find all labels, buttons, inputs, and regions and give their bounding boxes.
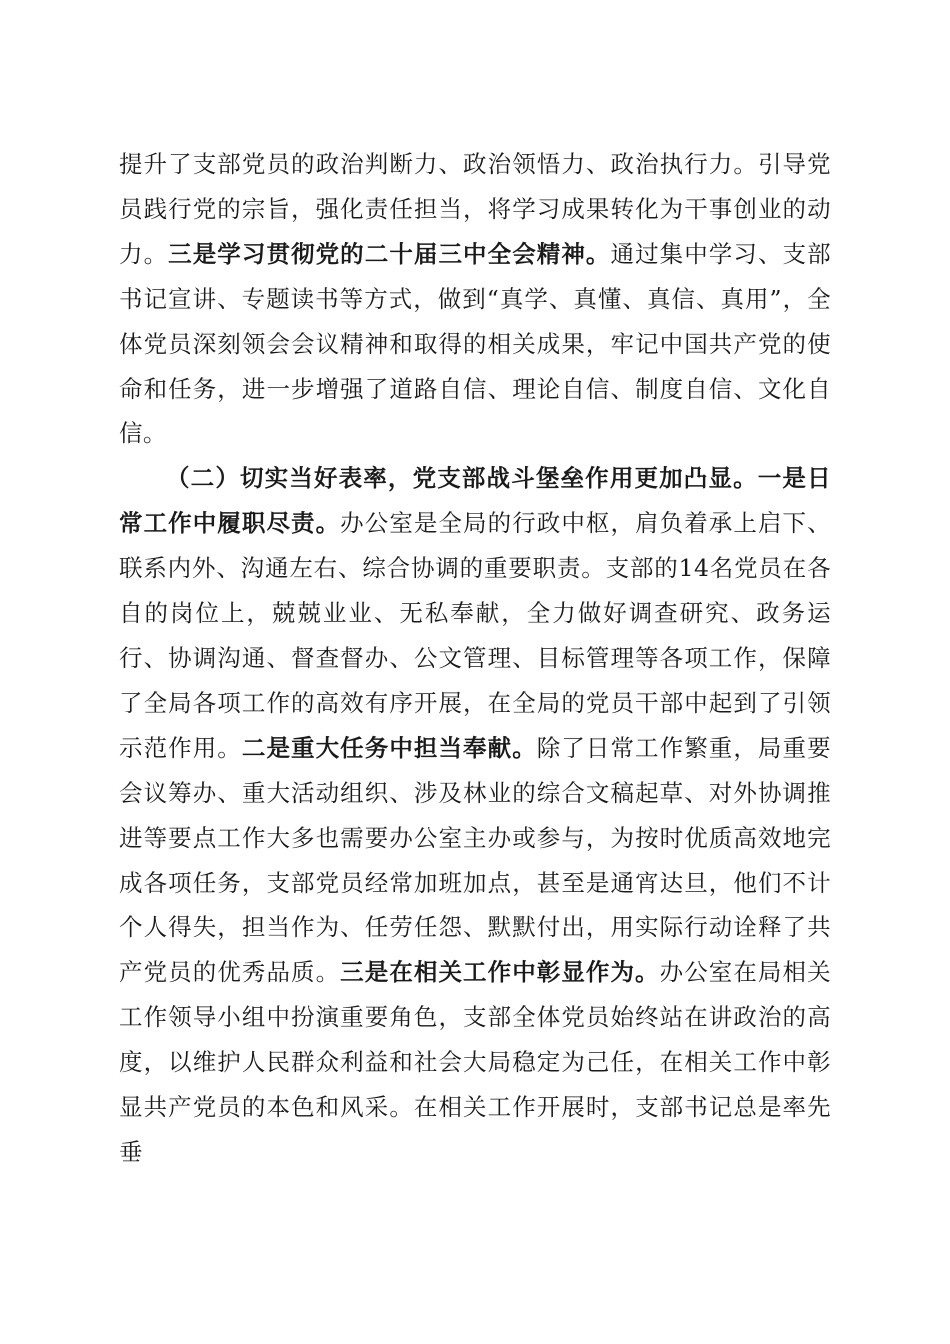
paragraph-1-heading-3: 三是学习贯彻党的二十届三中全会精神。	[168, 239, 611, 268]
document-body	[119, 142, 831, 1175]
paragraph-2	[119, 456, 831, 1175]
paragraph-2-run-6: 办公室在局相关工作领导小组中扮演重要角色，支部全体党员始终站在讲政治的高度，以维护人民群众利益和社会大局稳定为己任，在相关工作中彰显共产党员的本色和风采。在相关工作开展时，支部书记总是率先垂	[119, 958, 831, 1166]
paragraph-2-heading-2: 二是重大任务中担当奉献。	[241, 733, 537, 762]
paragraph-2-heading-3: 三是在相关工作中彰显作为。	[340, 958, 660, 987]
paragraph-2-run-2: 办公室是全局的行政中枢，肩负着承上启下、联系内外、沟通左右、综合协调的重要职责。支部的14名党员在各自的岗位上，兢兢业业、无私奉献，全力做好调查研究、政务运行、协调沟通、督查督办、公文管理、目标管理等各项工作，保障了全局各项工作的高效有序开展，在全局的党员干部中起到了引领示范作用。	[119, 509, 831, 762]
paragraph-1-run-3: 通过集中学习、支部书记宣讲、专题读书等方式，做到“真学、真懂、真信、真用”，全体党员深刻领会会议精神和取得的相关成果，牢记中国共产党的使命和任务，进一步增强了道路自信、理论自信、制度自信、文化自信。	[119, 239, 831, 448]
paragraph-1	[119, 142, 831, 456]
paragraph-2-run-4: 除了日常工作繁重，局重要会议筹办、重大活动组织、涉及林业的综合文稿起草、对外协调推进等要点工作大多也需要办公室主办或参与，为按时优质高效地完成各项任务，支部党员经常加班加点，甚至是通宵达旦，他们不计个人得失，担当作为、任劳任怨、默默付出，用实际行动诠释了共产党员的优秀品质。	[119, 733, 831, 987]
section-heading-2: （二）切实当好表率，党支部战斗堡垒作用更加凸显。一是日常工作中履职尽责。	[119, 464, 831, 538]
paragraph-1-run-1: 提升了支部党员的政治判断力、政治领悟力、政治执行力。引导党员践行党的宗旨，强化责任担当，将学习成果转化为干事创业的动力。	[119, 150, 831, 268]
